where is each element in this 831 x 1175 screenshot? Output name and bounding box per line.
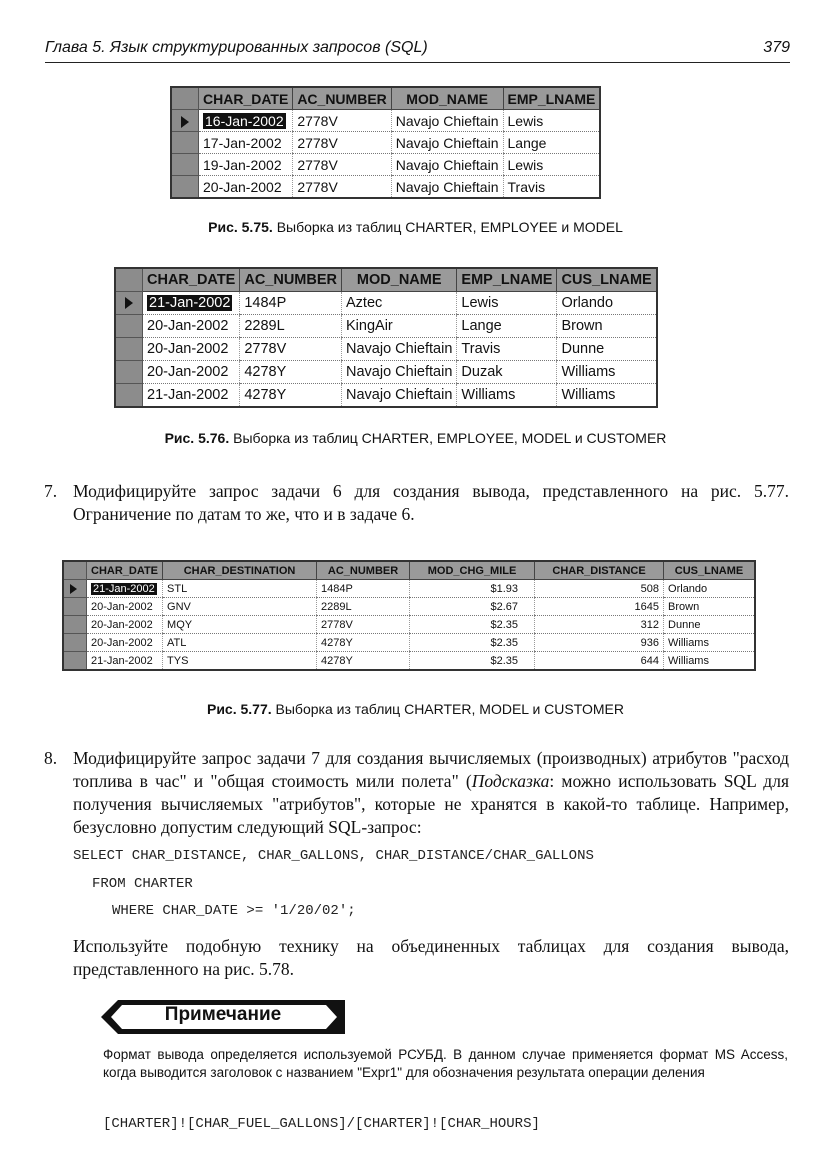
column-header[interactable]: CHAR_DATE (143, 268, 240, 292)
table-cell[interactable]: 4278Y (240, 384, 342, 408)
table-cell[interactable]: 4278Y (317, 634, 410, 652)
table-cell[interactable]: Williams (457, 384, 557, 408)
table-cell[interactable]: 2778V (293, 132, 391, 154)
table-cell[interactable]: 2289L (240, 315, 342, 338)
caption-label: Рис. 5.75. (208, 219, 273, 235)
row-selector[interactable] (171, 132, 199, 154)
current-row-arrow-icon (125, 297, 133, 309)
table-cell[interactable]: 20-Jan-2002 (143, 315, 240, 338)
exercise-8 (44, 747, 789, 839)
caption-label: Рис. 5.77. (206, 701, 272, 717)
table-cell[interactable]: 936 (535, 634, 664, 652)
table-cell[interactable]: 20-Jan-2002 (87, 634, 163, 652)
table-cell[interactable]: 20-Jan-2002 (143, 361, 240, 384)
row-selector[interactable] (63, 580, 87, 598)
table-cell[interactable]: Navajo Chieftain (342, 361, 457, 384)
table-cell[interactable]: Aztec (342, 292, 457, 315)
table-header-row (171, 87, 600, 110)
table-cell[interactable] (199, 110, 293, 132)
caption-label: Рис. 5.76. (164, 430, 230, 446)
exercise-text-end: : можно использовать SQL для получения вычисляемых "атрибутов", которые не хранятся в какой-то таблице. Например, безусловно допустим следующий SQL-запрос: (73, 771, 789, 837)
table-cell[interactable]: Orlando (664, 580, 756, 598)
table-row[interactable] (63, 580, 755, 598)
column-header[interactable]: MOD_NAME (342, 268, 457, 292)
table-cell[interactable]: 644 (535, 652, 664, 671)
table-row[interactable] (63, 634, 755, 652)
table-cell[interactable]: $2.35 (410, 616, 535, 634)
table-cell[interactable]: TYS (163, 652, 317, 671)
chapter-title: Глава 5. Язык структурированных запросов (SQL) (45, 39, 428, 56)
table-cell[interactable]: $1.93 (410, 580, 535, 598)
table-cell[interactable]: Brown (557, 315, 657, 338)
row-selector[interactable] (171, 176, 199, 199)
table-cell[interactable]: Navajo Chieftain (342, 338, 457, 361)
table-cell[interactable]: 2778V (240, 338, 342, 361)
table-row[interactable] (171, 176, 600, 199)
column-header[interactable]: EMP_LNAME (457, 268, 557, 292)
exercise-7 (44, 480, 789, 526)
table-cell[interactable]: 21-Jan-2002 (143, 384, 240, 408)
table-cell[interactable]: Navajo Chieftain (391, 132, 503, 154)
table-cell[interactable]: 4278Y (240, 361, 342, 384)
table-cell[interactable]: 20-Jan-2002 (143, 338, 240, 361)
table-cell[interactable]: Williams (664, 634, 756, 652)
table-cell[interactable]: $2.67 (410, 598, 535, 616)
table-cell[interactable]: Dunne (557, 338, 657, 361)
exercise-number: 8. (44, 748, 58, 768)
table-cell[interactable] (87, 580, 163, 598)
column-header[interactable]: CHAR_DATE (199, 87, 293, 110)
row-selector[interactable] (171, 154, 199, 176)
page-number: 379 (763, 39, 790, 56)
table-header-row (63, 561, 755, 580)
table-row[interactable] (63, 652, 755, 671)
table-cell[interactable]: 2778V (293, 110, 391, 132)
table-cell[interactable]: 2778V (317, 616, 410, 634)
table-row[interactable] (63, 616, 755, 634)
table-row[interactable] (171, 110, 600, 132)
column-header[interactable]: MOD_NAME (391, 87, 503, 110)
row-selector[interactable] (115, 384, 143, 408)
column-header[interactable]: MOD_CHG_MILE (410, 561, 535, 580)
table-cell[interactable]: GNV (163, 598, 317, 616)
column-header[interactable]: CHAR_DATE (87, 561, 163, 580)
row-selector[interactable] (171, 110, 199, 132)
column-header[interactable]: CHAR_DISTANCE (535, 561, 664, 580)
note-badge (101, 1000, 345, 1039)
table-cell[interactable]: Lange (503, 132, 600, 154)
figure-caption-1 (0, 219, 831, 235)
table-row[interactable] (171, 132, 600, 154)
table-cell[interactable]: Williams (557, 361, 657, 384)
table-cell[interactable]: $2.35 (410, 652, 535, 671)
table-cell[interactable]: STL (163, 580, 317, 598)
query-result-table-1 (170, 86, 601, 199)
table-cell[interactable]: $2.35 (410, 634, 535, 652)
table-cell[interactable]: Navajo Chieftain (342, 384, 457, 408)
table-cell[interactable]: 4278Y (317, 652, 410, 671)
exercise-text-start: Модифицируйте запрос задачи 7 для создания вычисляемых (производных) атрибутов "расход топлива в час" и "общая стоимость мили полета" ( (73, 748, 789, 791)
table-cell[interactable]: Lange (457, 315, 557, 338)
current-row-arrow-icon (70, 584, 77, 594)
sql-line-where: WHERE CHAR_DATE >= '1/20/02'; (112, 903, 356, 919)
sql-line-select: SELECT CHAR_DISTANCE, CHAR_GALLONS, CHAR_DISTANCE/CHAR_GALLONS (73, 848, 594, 864)
column-header[interactable]: AC_NUMBER (317, 561, 410, 580)
note-code: [CHARTER]![CHAR_FUEL_GALLONS]/[CHARTER]![CHAR_HOURS] (103, 1116, 540, 1132)
table-cell[interactable]: Lewis (503, 154, 600, 176)
table-row[interactable] (115, 315, 657, 338)
selected-cell-text: 16-Jan-2002 (205, 112, 284, 129)
query-result-table-2 (114, 267, 658, 408)
row-selector[interactable] (63, 634, 87, 652)
query-result-table-3 (62, 560, 756, 671)
selected-cell-text: 21-Jan-2002 (93, 582, 155, 595)
table-cell[interactable]: Travis (503, 176, 600, 199)
selected-cell-text: 21-Jan-2002 (149, 295, 231, 311)
table-cell[interactable]: Williams (557, 384, 657, 408)
column-header[interactable]: AC_NUMBER (293, 87, 391, 110)
row-selector-header[interactable] (171, 87, 199, 110)
row-selector[interactable] (115, 338, 143, 361)
table-cell[interactable]: ATL (163, 634, 317, 652)
table-cell[interactable]: 17-Jan-2002 (199, 132, 293, 154)
paragraph: Используйте подобную технику на объединенных таблицах для создания вывода, представленного на рис. 5.78. (73, 936, 789, 979)
caption-text: Выборка из таблиц CHARTER, EMPLOYEE и MODEL (276, 219, 623, 235)
table-cell[interactable]: 2778V (293, 176, 391, 199)
exercise-text (73, 747, 789, 839)
table-cell[interactable]: Dunne (664, 616, 756, 634)
row-selector[interactable] (115, 292, 143, 315)
table-cell[interactable]: 2289L (317, 598, 410, 616)
row-selector-header[interactable] (63, 561, 87, 580)
hint-label: Подсказка (471, 771, 550, 791)
table-row[interactable] (63, 598, 755, 616)
table-cell[interactable]: 1484P (317, 580, 410, 598)
column-header[interactable]: CUS_LNAME (664, 561, 756, 580)
row-selector[interactable] (63, 652, 87, 671)
figure-caption-2 (0, 430, 831, 446)
table-header-row (115, 268, 657, 292)
table-row[interactable] (115, 292, 657, 315)
table-cell[interactable]: Navajo Chieftain (391, 154, 503, 176)
exercise-text: Модифицируйте запрос задачи 6 для создания вывода, представленного на рис. 5.77. Ограничение по датам то же, что и в задаче 6. (73, 481, 789, 524)
table-row[interactable] (115, 361, 657, 384)
note-text: Формат вывода определяется используемой РСУБД. В данном случае применяется формат MS Access, когда выводится заголовок с названием "Expr1" для обозначения результата операции деления (103, 1047, 788, 1080)
table-row[interactable] (171, 154, 600, 176)
table-cell[interactable]: KingAir (342, 315, 457, 338)
figure-caption-3 (0, 701, 831, 717)
row-selector[interactable] (63, 616, 87, 634)
exercise-number: 7. (44, 481, 58, 501)
table-cell[interactable]: Navajo Chieftain (391, 176, 503, 199)
table-cell[interactable]: 2778V (293, 154, 391, 176)
table-cell[interactable]: Lewis (503, 110, 600, 132)
table-cell[interactable]: Duzak (457, 361, 557, 384)
column-header[interactable]: AC_NUMBER (240, 268, 342, 292)
table-cell[interactable]: 1484P (240, 292, 342, 315)
table-cell[interactable] (143, 292, 240, 315)
sql-line-from: FROM CHARTER (92, 876, 193, 892)
row-selector-header[interactable] (115, 268, 143, 292)
caption-text: Выборка из таблиц CHARTER, EMPLOYEE, MODEL и CUSTOMER (233, 430, 667, 446)
table-cell[interactable]: 1645 (535, 598, 664, 616)
table-cell[interactable]: Travis (457, 338, 557, 361)
row-selector[interactable] (63, 598, 87, 616)
column-header[interactable]: EMP_LNAME (503, 87, 600, 110)
table-cell[interactable]: 20-Jan-2002 (87, 598, 163, 616)
table-cell[interactable]: Williams (664, 652, 756, 671)
table-cell[interactable]: 19-Jan-2002 (199, 154, 293, 176)
table-cell[interactable]: MQY (163, 616, 317, 634)
table-cell[interactable]: Brown (664, 598, 756, 616)
table-row[interactable] (115, 338, 657, 361)
column-header[interactable]: CUS_LNAME (557, 268, 657, 292)
note-badge-label: Примечание (164, 1004, 282, 1025)
table-cell[interactable]: Lewis (457, 292, 557, 315)
running-header (45, 38, 790, 63)
table-cell[interactable]: Orlando (557, 292, 657, 315)
table-cell[interactable]: 20-Jan-2002 (199, 176, 293, 199)
table-cell[interactable]: 20-Jan-2002 (87, 616, 163, 634)
table-cell[interactable]: 508 (535, 580, 664, 598)
current-row-arrow-icon (181, 116, 189, 128)
table-cell[interactable]: Navajo Chieftain (391, 110, 503, 132)
table-cell[interactable]: 312 (535, 616, 664, 634)
row-selector[interactable] (115, 315, 143, 338)
table-cell[interactable]: 21-Jan-2002 (87, 652, 163, 671)
row-selector[interactable] (115, 361, 143, 384)
caption-text: Выборка из таблиц CHARTER, MODEL и CUSTOMER (275, 701, 625, 717)
column-header[interactable]: CHAR_DESTINATION (163, 561, 317, 580)
table-row[interactable] (115, 384, 657, 408)
